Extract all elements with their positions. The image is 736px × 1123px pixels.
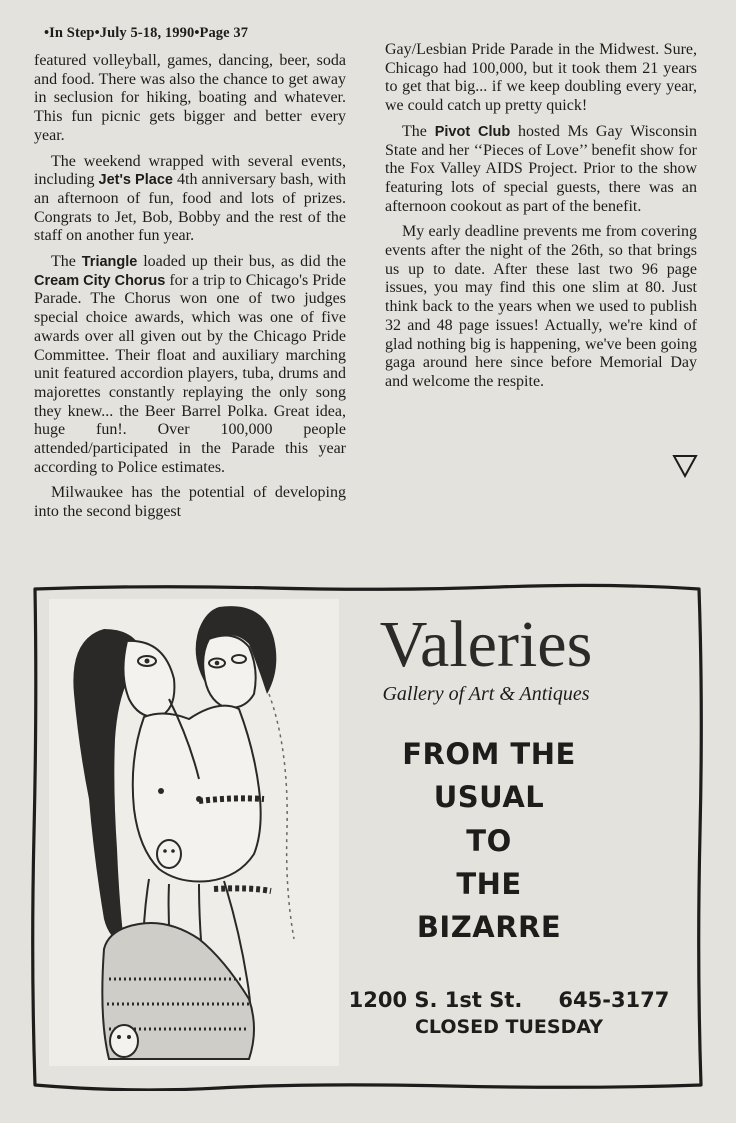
paragraph-text: for a trip to Chicago's Pride Parade. The Chorus won one of two judges special choice awards, which was one of five awards over all given out by the Chicago Pride Committee. Their float and auxiliary marching unit featured accordion players, tuba, drums and majorettes constantly replaying the only song they knew... the Beer Barrel Polka. Great idea, huge fun!. Over 100,000 people attended/participated in the Parade this year according to Police estimates.: [34, 271, 346, 476]
ad-slogan-line: USUAL: [433, 780, 545, 815]
advertisement: [29, 583, 705, 1091]
ad-slogan-line: FROM THE: [402, 737, 576, 771]
article-paragraph: [34, 153, 346, 247]
article-paragraph: [385, 41, 697, 116]
ad-artwork: [49, 599, 339, 1066]
right-figure-face: [203, 635, 255, 707]
running-head: •In Step•July 5-18, 1990•Page 37: [44, 25, 249, 41]
article-paragraph: [385, 223, 697, 391]
paragraph-text: The: [402, 122, 435, 140]
ad-hours: CLOSED TUESDAY: [414, 1016, 604, 1038]
venue-name: Jet's Place: [98, 172, 173, 189]
ad-brand-name: Valeries: [379, 608, 593, 681]
small-mask: [110, 1025, 138, 1057]
ad-tagline: Gallery of Art & Antiques: [382, 683, 590, 705]
ad-phone: 645-3177: [558, 988, 670, 1012]
ad-slogan-line: TO: [466, 823, 512, 858]
venue-name: Pivot Club: [434, 123, 511, 140]
triangle-down-icon: [672, 454, 698, 478]
paragraph-text: The: [51, 253, 82, 271]
ad-address-line: [319, 988, 699, 1012]
article-paragraph: [34, 253, 346, 477]
ad-street-address: 1200 S. 1st St.: [348, 988, 523, 1012]
paragraph-text: Gay/Lesbian Pride Parade in the Midwest. Sure, Chicago had 100,000, but it took them 21 years to get that big... if we keep doubling every year, we could catch up pretty quick!: [385, 41, 697, 115]
figure-bodies: [133, 706, 261, 882]
paragraph-text: loaded up their bus, as did the: [137, 253, 346, 271]
paragraph-text: featured volleyball, games, dancing, beer, soda and food. There was also the chance to get away in seclusion for hiking, boating and whatever. This fun picnic gets bigger and better every year.: [34, 52, 346, 144]
venue-name: Cream City Chorus: [34, 272, 166, 289]
paragraph-text: The weekend wrapped with several events, including: [34, 152, 346, 189]
article-paragraph: [34, 484, 346, 521]
paragraph-text: 4th anniversary bash, with an afternoon of fun, food and lots of prizes. Congrats to Jet, Bob, Bobby and the rest of the staff on another fun year.: [34, 171, 347, 245]
paragraph-text: hosted Ms Gay Wisconsin State and her ‘‘Pieces of Love’’ benefit show for the Fox Valley AIDS Project. Prior to the show featuring lots of special guests, there was an afternoon cookout as part of the benefit.: [385, 122, 697, 215]
article-column-right: [385, 41, 697, 392]
article-paragraph: [385, 123, 697, 217]
ad-slogan: [349, 733, 629, 949]
ad-slogan-line: BIZARRE: [416, 910, 562, 945]
article-paragraph: [34, 52, 346, 146]
ad-slogan-line: THE: [456, 866, 522, 901]
venue-name: Triangle: [81, 254, 138, 271]
paragraph-text: Milwaukee has the potential of developing into the second biggest: [34, 484, 346, 521]
paragraph-text: My early deadline prevents me from covering events after the night of the 26th, so that brings us up to date. After these last two 96 page issues, you may find this one slim at 80. Just think back to the years when we used to publish 32 and 48 page issues! Actually, we're kind of glad nothing big is happening, we've been going gaga around here since before Memorial Day and welcome the respite.: [385, 223, 697, 390]
article-column-left: [34, 52, 346, 522]
